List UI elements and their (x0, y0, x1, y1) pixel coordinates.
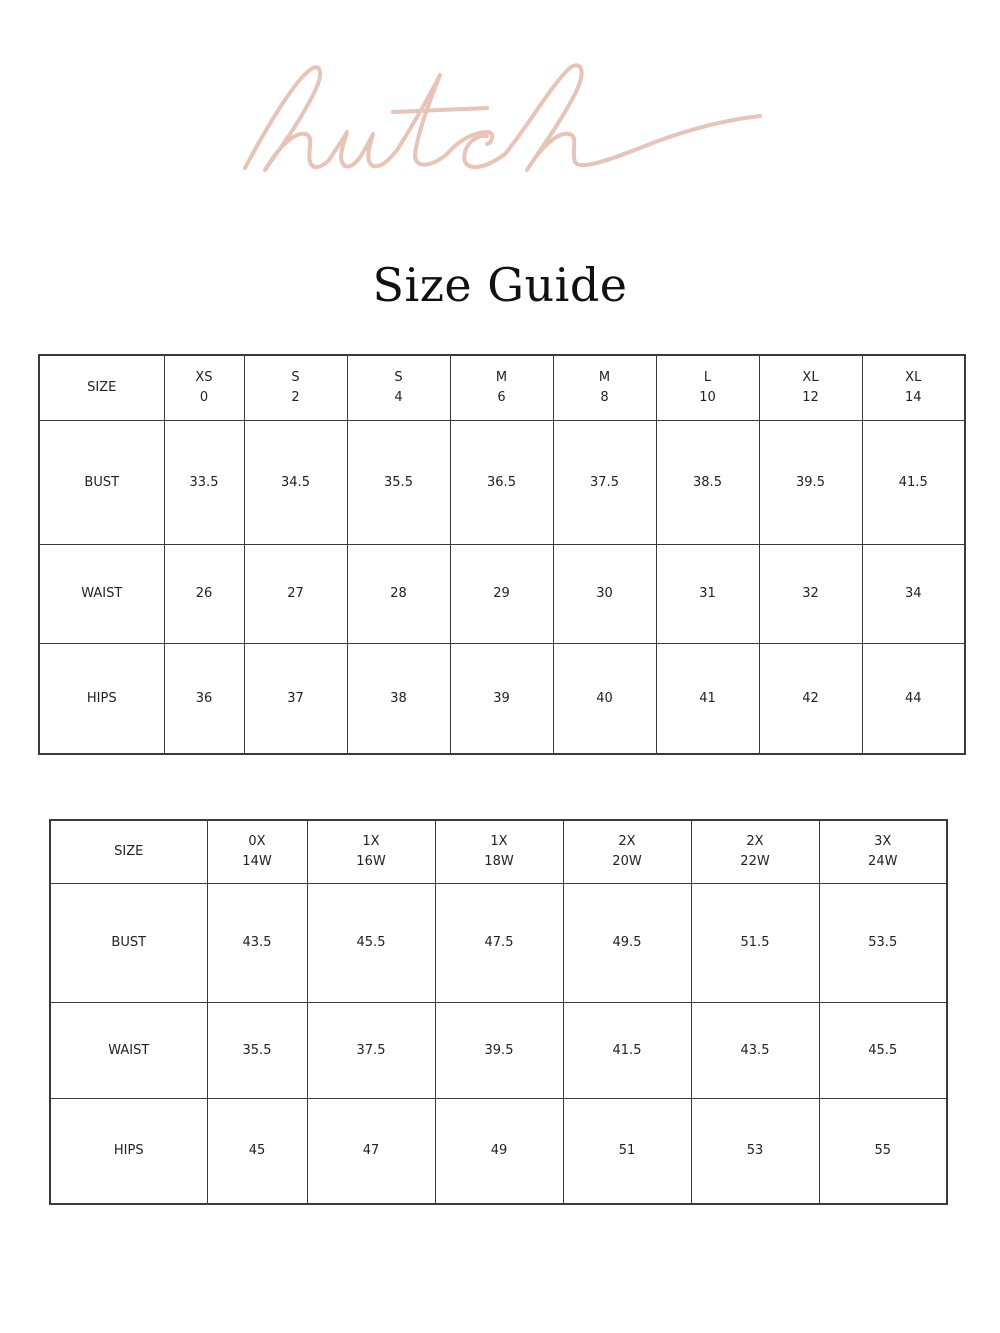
size-letter: 0X (248, 834, 266, 849)
size-header-cell (691, 820, 819, 884)
measurement-cell: 47 (307, 1099, 435, 1205)
size-letter: 2X (618, 834, 636, 849)
page-title: Size Guide (372, 258, 628, 312)
measurement-cell: 51.5 (691, 884, 819, 1003)
size-table-regular (38, 354, 966, 755)
measurement-cell: 55 (819, 1099, 947, 1205)
row-label-cell: HIPS (39, 644, 164, 755)
size-header-cell (862, 355, 965, 421)
row-label-cell: WAIST (39, 545, 164, 644)
size-header-row (39, 355, 965, 421)
measurement-row-hips (50, 1099, 947, 1205)
size-letter: S (291, 370, 300, 385)
size-letter: XS (195, 370, 213, 385)
measurement-row-bust (50, 884, 947, 1003)
measurement-cell: 49.5 (563, 884, 691, 1003)
size-header-cell (819, 820, 947, 884)
row-label-cell: BUST (39, 421, 164, 545)
size-letter: M (495, 370, 508, 385)
size-header-cell (164, 355, 244, 421)
size-number: 2 (291, 390, 300, 405)
size-number: 14 (904, 390, 922, 405)
size-header-row (50, 820, 947, 884)
size-letter: M (598, 370, 611, 385)
measurement-cell: 47.5 (435, 884, 563, 1003)
measurement-cell: 41.5 (563, 1003, 691, 1099)
measurement-cell: 36.5 (450, 421, 553, 545)
measurement-cell: 32 (759, 545, 862, 644)
size-number: 10 (699, 390, 716, 405)
size-number: 18W (484, 854, 514, 869)
size-header-cell (244, 355, 347, 421)
size-number: 14W (242, 854, 272, 869)
size-letter: XL (905, 370, 922, 385)
size-header-cell (563, 820, 691, 884)
measurement-cell: 34 (862, 545, 965, 644)
measurement-cell: 36 (164, 644, 244, 755)
measurement-row-hips (39, 644, 965, 755)
measurement-cell: 33.5 (164, 421, 244, 545)
size-letter: L (703, 370, 712, 385)
size-letter: 3X (874, 834, 892, 849)
measurement-cell: 34.5 (244, 421, 347, 545)
size-header-cell (553, 355, 656, 421)
size-letter: 1X (362, 834, 380, 849)
size-letter: XL (802, 370, 819, 385)
measurement-cell: 44 (862, 644, 965, 755)
size-number: 22W (740, 854, 770, 869)
measurement-cell: 38 (347, 644, 450, 755)
measurement-cell: 35.5 (207, 1003, 307, 1099)
size-label-cell: SIZE (39, 355, 164, 421)
measurement-cell: 39.5 (435, 1003, 563, 1099)
measurement-cell: 35.5 (347, 421, 450, 545)
size-number: 20W (612, 854, 642, 869)
size-header-cell (450, 355, 553, 421)
measurement-cell: 45 (207, 1099, 307, 1205)
size-number: 8 (600, 390, 609, 405)
row-label-cell: HIPS (50, 1099, 207, 1205)
measurement-cell: 31 (656, 545, 759, 644)
measurement-row-waist (50, 1003, 947, 1099)
measurement-cell: 39.5 (759, 421, 862, 545)
measurement-cell: 41.5 (862, 421, 965, 545)
size-label-cell: SIZE (50, 820, 207, 884)
measurement-cell: 26 (164, 545, 244, 644)
size-letter: S (394, 370, 403, 385)
row-label-cell: WAIST (50, 1003, 207, 1099)
measurement-cell: 37 (244, 644, 347, 755)
measurement-cell: 42 (759, 644, 862, 755)
measurement-row-waist (39, 545, 965, 644)
measurement-cell: 30 (553, 545, 656, 644)
size-letter: 2X (746, 834, 764, 849)
size-number: 0 (199, 390, 209, 405)
measurement-cell: 40 (553, 644, 656, 755)
size-number: 16W (356, 854, 386, 869)
size-header-cell (307, 820, 435, 884)
size-number: 12 (802, 390, 819, 405)
measurement-cell: 41 (656, 644, 759, 755)
size-header-cell (759, 355, 862, 421)
measurement-cell: 51 (563, 1099, 691, 1205)
size-number: 6 (497, 390, 506, 405)
measurement-cell: 53.5 (819, 884, 947, 1003)
size-header-cell (347, 355, 450, 421)
measurement-cell: 53 (691, 1099, 819, 1205)
measurement-cell: 45.5 (819, 1003, 947, 1099)
measurement-cell: 39 (450, 644, 553, 755)
measurement-cell: 28 (347, 545, 450, 644)
measurement-cell: 45.5 (307, 884, 435, 1003)
measurement-cell: 29 (450, 545, 553, 644)
brand-logo (225, 50, 785, 180)
size-letter: 1X (490, 834, 508, 849)
measurement-cell: 38.5 (656, 421, 759, 545)
size-number: 24W (868, 854, 898, 869)
measurement-cell: 43.5 (691, 1003, 819, 1099)
size-header-cell (207, 820, 307, 884)
size-header-cell (435, 820, 563, 884)
measurement-cell: 37.5 (553, 421, 656, 545)
size-header-cell (656, 355, 759, 421)
measurement-cell: 27 (244, 545, 347, 644)
measurement-cell: 37.5 (307, 1003, 435, 1099)
size-number: 4 (394, 390, 403, 405)
size-table-plus (49, 819, 948, 1205)
measurement-row-bust (39, 421, 965, 545)
measurement-cell: 49 (435, 1099, 563, 1205)
measurement-cell: 43.5 (207, 884, 307, 1003)
row-label-cell: BUST (50, 884, 207, 1003)
